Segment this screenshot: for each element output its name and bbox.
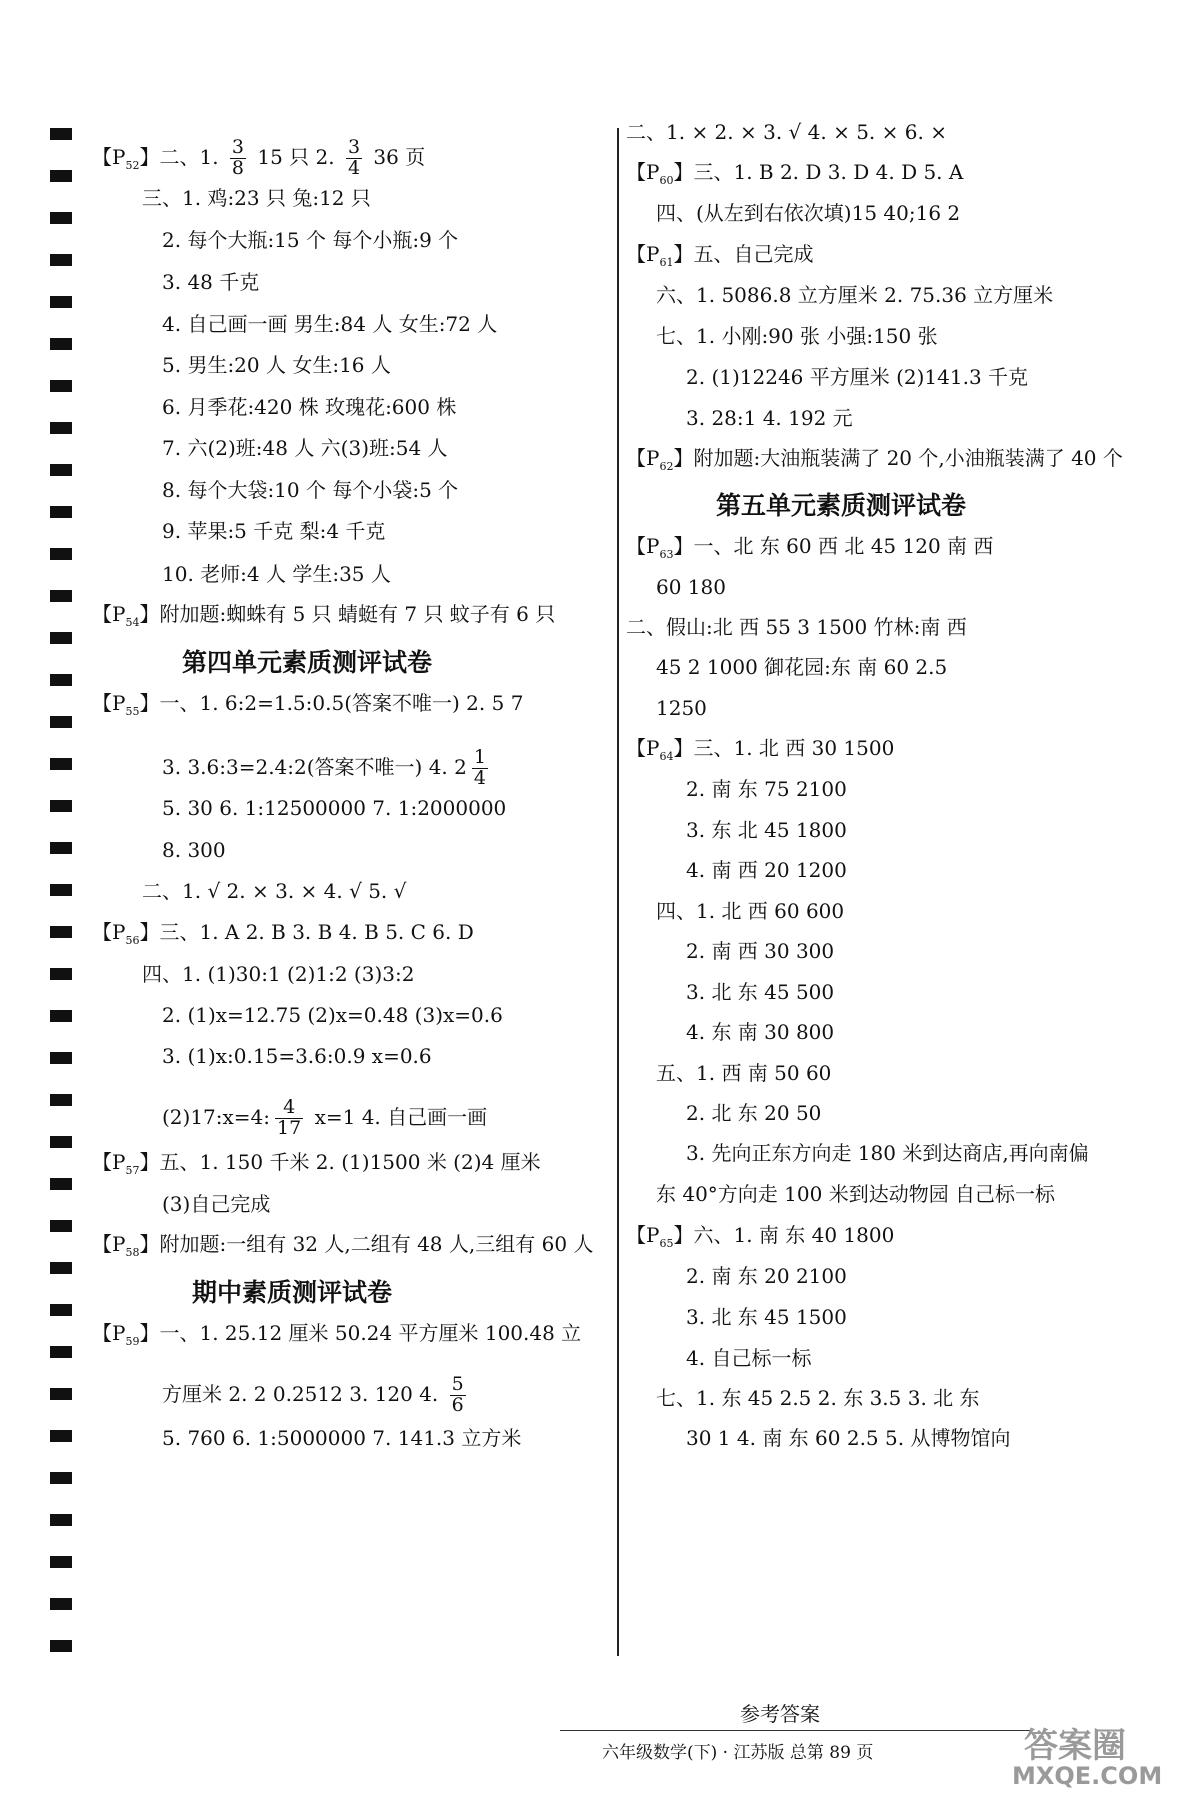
registration-mark: [50, 128, 72, 140]
left-answer-line: [162, 314, 497, 334]
answer-text: (3)自己完成: [162, 1192, 271, 1216]
answer-text: 一、北 东 60 西 北 45 120 南 西: [693, 534, 994, 558]
right-answer-line: [686, 1348, 811, 1368]
answer-text: 3. 北 东 45 1500: [686, 1305, 847, 1329]
page-ref-tag: 【$P_{58}$】: [92, 1232, 160, 1259]
registration-mark: [50, 1052, 72, 1064]
left-answer-line: [162, 480, 458, 500]
answer-text: 2. 南 东 75 2100: [686, 777, 847, 801]
page-ref-tag: 【$P_{63}$】: [626, 534, 694, 561]
fraction: $\frac{3}{4}$: [347, 136, 361, 179]
registration-mark: [50, 1388, 72, 1400]
registration-mark: [50, 1262, 72, 1274]
right-answer-line: [686, 779, 847, 799]
right-answer-line: [656, 1388, 980, 1408]
answer-text: 四、1. 北 西 60 600: [656, 899, 845, 923]
answer-text: 5. 760 6. 1:5000000 7. 141.3 立方米: [162, 1426, 522, 1450]
registration-mark: [50, 716, 72, 728]
answer-text: 2. 南 西 30 300: [686, 939, 835, 963]
left-answer-line: [92, 1234, 593, 1258]
answer-text: 1250: [656, 696, 707, 720]
left-answer-line: [162, 798, 506, 818]
registration-mark: [50, 1220, 72, 1232]
right-answer-line: [626, 738, 894, 762]
page-ref-tag: 【$P_{59}$】: [92, 1321, 160, 1348]
registration-mark: [50, 548, 72, 560]
right-answer-line: [656, 1063, 831, 1083]
answer-text: 三、1. 北 西 30 1500: [693, 736, 895, 760]
watermark-text-2: MXQE.COM: [1012, 1762, 1163, 1790]
registration-mark: [50, 1178, 72, 1190]
section-title: 第五单元素质测评试卷: [716, 491, 967, 520]
page-ref-tag: 【$P_{56}$】: [92, 920, 160, 947]
answer-text: 二、假山:北 西 55 3 1500 竹林:南 西: [626, 615, 967, 639]
registration-mark: [50, 926, 72, 938]
page-ref-tag: 【$P_{60}$】: [626, 160, 694, 187]
answer-text: 5. 30 6. 1:12500000 7. 1:2000000: [162, 796, 507, 820]
answer-text: 三、1. A 2. B 3. B 4. B 5. C 6. D: [159, 920, 474, 944]
watermark-text-1: 答案圈: [1024, 1726, 1126, 1766]
registration-mark: [50, 1304, 72, 1316]
answer-text: 三、1. 鸡:23 只 兔:12 只: [142, 186, 371, 210]
left-answer-line: [142, 881, 406, 901]
answer-text: 2. 每个大瓶:15 个 每个小瓶:9 个: [162, 228, 459, 252]
answer-text: 七、1. 东 45 2.5 2. 东 3.5 3. 北 东: [656, 1386, 980, 1410]
right-answer-line: [686, 1143, 1089, 1163]
answer-text: 附加题:大油瓶装满了 20 个,小油瓶装满了 40 个: [693, 446, 1123, 470]
answer-text: 2. 北 东 20 50: [686, 1101, 822, 1125]
answer-text: 四、(从左到右依次填)15 40;16 2: [656, 201, 961, 225]
answer-text: 3. 东 北 45 1800: [686, 818, 847, 842]
left-answer-line: [92, 922, 474, 946]
column-divider: [617, 128, 619, 1656]
answer-text: 8. 300: [162, 838, 226, 862]
page-ref-tag: 【$P_{65}$】: [626, 1223, 694, 1250]
answer-text: 四、1. (1)30:1 (2)1:2 (3)3:2: [142, 962, 415, 986]
section-title: 第四单元素质测评试卷: [182, 648, 433, 677]
answer-text: 一、1. 25.12 厘米 50.24 平方厘米 100.48 立: [159, 1321, 582, 1345]
registration-mark: [50, 1472, 72, 1484]
right-answer-line: [626, 448, 1123, 472]
left-answer-line: [162, 840, 226, 860]
right-answer-line: [656, 326, 938, 346]
registration-mark: [50, 842, 72, 854]
registration-mark: [50, 758, 72, 770]
right-answer-line: [656, 901, 844, 921]
registration-mark: [50, 338, 72, 350]
right-answer-line: [626, 162, 963, 186]
answer-text: 9. 苹果:5 千克 梨:4 千克: [162, 519, 386, 543]
left-answer-line: [162, 355, 391, 375]
page-ref-tag: 【$P_{64}$】: [626, 736, 694, 763]
registration-mark: [50, 380, 72, 392]
registration-mark: [50, 632, 72, 644]
registration-mark: [50, 1514, 72, 1526]
answer-text: 七、1. 小刚:90 张 小强:150 张: [656, 324, 938, 348]
registration-mark: [50, 1430, 72, 1442]
answer-text: 东 40°方向走 100 米到达动物园 自己标一标: [656, 1182, 1056, 1206]
registration-mark: [50, 506, 72, 518]
left-answer-line: [92, 1323, 581, 1347]
answer-text: 五、1. 150 千米 2. (1)1500 米 (2)4 厘米: [159, 1150, 541, 1174]
answer-text: 10. 老师:4 人 学生:35 人: [162, 562, 391, 586]
registration-mark: [50, 590, 72, 602]
answer-text: 60 180: [656, 575, 726, 599]
left-answer-line: [162, 272, 259, 292]
right-answer-line: [656, 577, 726, 597]
registration-mark: [50, 464, 72, 476]
answer-text: x=1 4. 自己画一画: [308, 1104, 488, 1129]
registration-mark: [50, 296, 72, 308]
answer-text: 三、1. B 2. D 3. D 4. D 5. A: [693, 160, 964, 184]
answer-text: 二、1. √ 2. × 3. × 4. √ 5. √: [142, 879, 407, 903]
fraction: $\frac{3}{8}$: [231, 136, 245, 179]
answer-text: 五、自己完成: [693, 242, 814, 266]
answer-text: 4. 自己画一画 男生:84 人 女生:72 人: [162, 312, 498, 336]
left-answer-line: [162, 1046, 432, 1066]
page-ref-tag: 【$P_{55}$】: [92, 691, 160, 718]
right-answer-line: [686, 1022, 834, 1042]
footer-title: 参考答案: [740, 1702, 820, 1726]
right-answer-line: [656, 1184, 1055, 1204]
answer-text: 4. 南 西 20 1200: [686, 858, 847, 882]
footer-subtitle: 六年级数学(下) · 江苏版 总第 89 页: [602, 1743, 874, 1763]
fraction: $\frac{5}{6}$: [451, 1373, 464, 1416]
answer-text: 4. 自己标一标: [686, 1346, 812, 1370]
right-answer-line: [626, 1225, 894, 1249]
right-answer-line: [686, 820, 847, 840]
answer-text: 方厘米 2. 2 0.2512 3. 120 4.: [162, 1381, 445, 1406]
fraction: $\frac{1}{4}$: [473, 746, 486, 789]
right-answer-line: [686, 1307, 847, 1327]
registration-mark: [50, 800, 72, 812]
right-answer-line: [686, 367, 1028, 387]
page-ref-tag: 【$P_{54}$】: [92, 602, 160, 629]
right-answer-line: [656, 203, 960, 223]
page-ref-tag: 【$P_{57}$】: [92, 1150, 160, 1177]
left-answer-line: [142, 964, 414, 984]
page-ref-tag: 【$P_{52}$】: [92, 144, 160, 172]
registration-mark: [50, 1346, 72, 1358]
right-answer-line: [686, 860, 847, 880]
left-answer-line: [162, 1428, 521, 1448]
left-answer-line: [162, 397, 456, 417]
answer-text: 2. 南 东 20 2100: [686, 1264, 847, 1288]
answer-text: 3. 48 千克: [162, 270, 260, 294]
right-answer-line: [626, 122, 947, 142]
answer-text: 45 2 1000 御花园:东 南 60 2.5: [656, 655, 948, 679]
registration-mark: [50, 422, 72, 434]
left-answer-line: [92, 138, 425, 179]
answer-text: 3. 28:1 4. 192 元: [686, 406, 853, 430]
left-answer-line: [162, 230, 458, 250]
right-answer-line: [626, 244, 813, 268]
left-answer-line: [92, 693, 523, 717]
registration-mark: [50, 254, 72, 266]
registration-mark: [50, 1136, 72, 1148]
left-answer-line: [162, 521, 385, 541]
fraction: $\frac{4}{17}$: [277, 1096, 302, 1139]
left-answer-line: [92, 1152, 541, 1176]
answer-text: 一、1. 6:2=1.5:0.5(答案不唯一) 2. 5 7: [159, 691, 524, 715]
answer-text: 5. 男生:20 人 女生:16 人: [162, 353, 391, 377]
footer-rule: [560, 1730, 1030, 1731]
answer-text: 六、1. 5086.8 立方厘米 2. 75.36 立方厘米: [656, 283, 1054, 307]
answer-text: 2. (1)12246 平方厘米 (2)141.3 千克: [686, 365, 1029, 389]
right-answer-line: [656, 285, 1053, 305]
answer-text: 附加题:蜘蛛有 5 只 蜻蜓有 7 只 蚊子有 6 只: [159, 602, 556, 626]
right-answer-line: [686, 1266, 847, 1286]
registration-mark: [50, 170, 72, 182]
right-answer-line: [686, 408, 853, 428]
registration-mark: [50, 968, 72, 980]
left-answer-line: [162, 1375, 471, 1416]
registration-mark: [50, 1598, 72, 1610]
answer-text: 2. (1)x=12.75 (2)x=0.48 (3)x=0.6: [162, 1003, 503, 1027]
left-answer-line: [92, 604, 555, 628]
answer-text: 3. 3.6:3=2.4:2(答案不唯一) 4. 2: [162, 754, 467, 779]
registration-mark: [50, 1640, 72, 1652]
right-answer-line: [686, 1428, 1010, 1448]
right-answer-line: [686, 941, 834, 961]
answer-text: 36 页: [367, 144, 426, 169]
left-answer-line: [162, 1005, 503, 1025]
left-answer-line: [142, 188, 371, 208]
registration-mark: [50, 1010, 72, 1022]
answer-text: 二、1.: [159, 144, 225, 169]
right-answer-line: [626, 617, 967, 637]
answer-text: 15 只 2.: [251, 144, 341, 169]
answer-text: 30 1 4. 南 东 60 2.5 5. 从博物馆向: [686, 1426, 1011, 1450]
answer-text: 8. 每个大袋:10 个 每个小袋:5 个: [162, 478, 459, 502]
left-answer-line: [162, 1098, 487, 1139]
section-title: 期中素质测评试卷: [192, 1278, 393, 1307]
answer-text: 3. 北 东 45 500: [686, 980, 835, 1004]
left-answer-line: [162, 748, 493, 789]
answer-text: 4. 东 南 30 800: [686, 1020, 835, 1044]
registration-mark: [50, 212, 72, 224]
left-answer-line: [162, 564, 391, 584]
answer-text: 二、1. × 2. × 3. √ 4. × 5. × 6. ×: [626, 120, 947, 144]
right-answer-line: [656, 698, 707, 718]
answer-text: 五、1. 西 南 50 60: [656, 1061, 832, 1085]
registration-mark: [50, 884, 72, 896]
right-answer-line: [686, 982, 834, 1002]
answer-text: 附加题:一组有 32 人,二组有 48 人,三组有 60 人: [159, 1232, 594, 1256]
watermark-logo: [1010, 1718, 1182, 1792]
right-answer-line: [626, 536, 993, 560]
page-ref-tag: 【$P_{62}$】: [626, 446, 694, 473]
registration-mark: [50, 1094, 72, 1106]
registration-mark: [50, 1556, 72, 1568]
answer-text: (2)17:x=4:: [162, 1104, 271, 1129]
page-ref-tag: 【$P_{61}$】: [626, 242, 694, 269]
answer-text: 3. 先向正东方向走 180 米到达商店,再向南偏: [686, 1141, 1089, 1165]
registration-mark: [50, 674, 72, 686]
answer-text: 7. 六(2)班:48 人 六(3)班:54 人: [162, 436, 448, 460]
left-answer-line: [162, 438, 448, 458]
answer-text: 六、1. 南 东 40 1800: [693, 1223, 895, 1247]
answer-text: 3. (1)x:0.15=3.6:0.9 x=0.6: [162, 1044, 432, 1068]
answer-text: 6. 月季花:420 株 玫瑰花:600 株: [162, 395, 457, 419]
left-answer-line: [162, 1194, 270, 1214]
right-answer-line: [656, 657, 947, 677]
right-answer-line: [686, 1103, 821, 1123]
